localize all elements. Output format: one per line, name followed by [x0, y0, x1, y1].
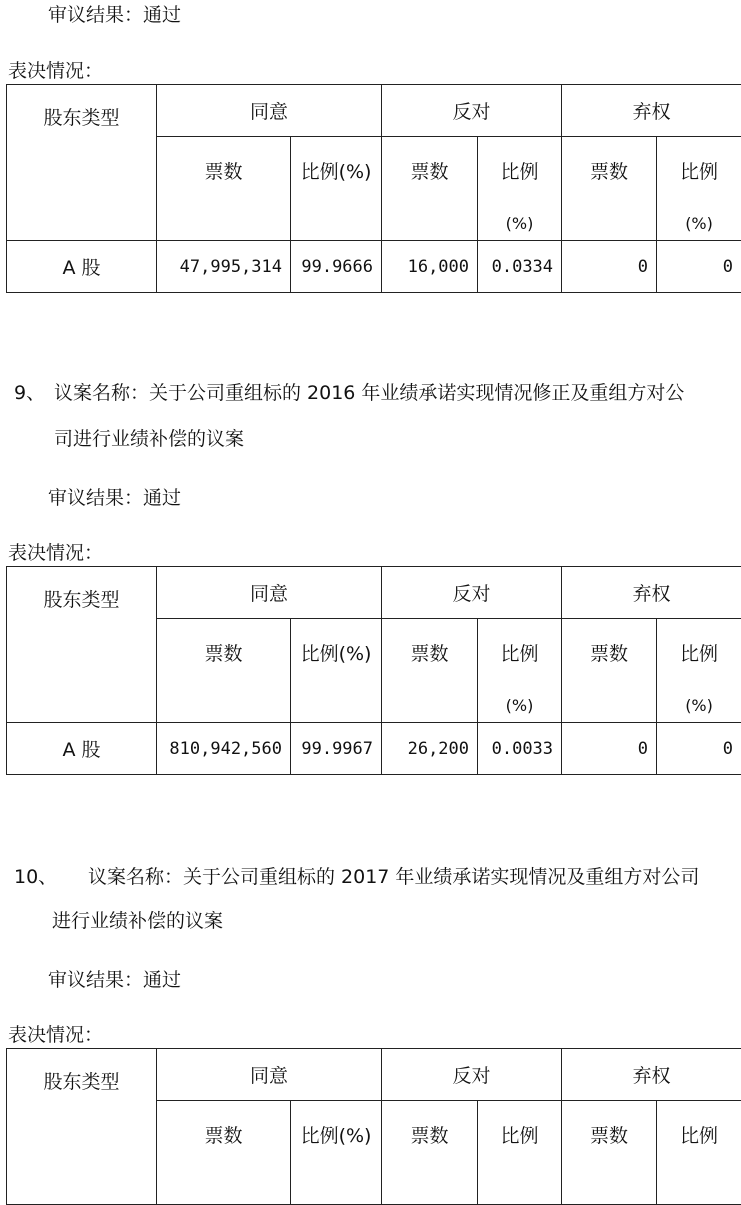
- item-number: 10、: [14, 864, 57, 890]
- header-votes: 票数: [157, 1101, 291, 1205]
- cell-type: A 股: [7, 723, 157, 775]
- header-shareholder-type: 股东类型: [7, 1049, 157, 1205]
- header-votes: 票数: [562, 137, 657, 241]
- cell-oppose-votes: 16,000: [382, 241, 478, 293]
- cell-agree-votes: 810,942,560: [157, 723, 291, 775]
- header-abstain: 弃权: [562, 1049, 741, 1101]
- cell-abstain-ratio: 0: [657, 241, 741, 293]
- header-ratio: 比例(%): [291, 1101, 382, 1205]
- header-votes: 票数: [382, 137, 478, 241]
- voting-label: 表决情况：: [8, 540, 103, 566]
- header-ratio: 比例 (%): [478, 137, 562, 241]
- header-ratio: 比例(%): [291, 137, 382, 241]
- header-votes: 票数: [562, 1101, 657, 1205]
- header-votes: 票数: [157, 137, 291, 241]
- header-ratio: 比例(%): [291, 619, 382, 723]
- header-abstain: 弃权: [562, 85, 741, 137]
- header-ratio: 比例: [657, 1101, 741, 1205]
- cell-type: A 股: [7, 241, 157, 293]
- header-oppose: 反对: [382, 1049, 562, 1101]
- header-agree: 同意: [157, 567, 382, 619]
- header-abstain: 弃权: [562, 567, 741, 619]
- cell-oppose-ratio: 0.0033: [478, 723, 562, 775]
- item-title-cont: 司进行业绩补偿的议案: [54, 426, 244, 452]
- header-votes: 票数: [382, 1101, 478, 1205]
- header-oppose: 反对: [382, 85, 562, 137]
- header-agree: 同意: [157, 1049, 382, 1101]
- cell-abstain-votes: 0: [562, 241, 657, 293]
- result-text: 审议结果：通过: [48, 2, 181, 28]
- cell-agree-ratio: 99.9666: [291, 241, 382, 293]
- result-text: 审议结果：通过: [48, 967, 181, 993]
- header-votes: 票数: [382, 619, 478, 723]
- header-ratio: 比例 (%): [478, 619, 562, 723]
- header-shareholder-type: 股东类型: [7, 85, 157, 241]
- item-title: 议案名称：关于公司重组标的 2016 年业绩承诺实现情况修正及重组方对公: [54, 380, 684, 406]
- cell-abstain-ratio: 0: [657, 723, 741, 775]
- cell-agree-votes: 47,995,314: [157, 241, 291, 293]
- header-votes: 票数: [157, 619, 291, 723]
- cell-abstain-votes: 0: [562, 723, 657, 775]
- header-votes: 票数: [562, 619, 657, 723]
- vote-table: [6, 566, 741, 775]
- cell-oppose-ratio: 0.0334: [478, 241, 562, 293]
- header-shareholder-type: 股东类型: [7, 567, 157, 723]
- voting-label: 表决情况：: [8, 58, 103, 84]
- item-title: 议案名称：关于公司重组标的 2017 年业绩承诺实现情况及重组方对公司: [88, 864, 699, 890]
- table-row: [7, 241, 741, 293]
- header-agree: 同意: [157, 85, 382, 137]
- voting-label: 表决情况：: [8, 1022, 103, 1048]
- item-number: 9、: [14, 380, 45, 406]
- item-title-cont: 进行业绩补偿的议案: [52, 908, 223, 934]
- header-ratio: 比例 (%): [657, 619, 741, 723]
- vote-table: [6, 84, 741, 293]
- header-oppose: 反对: [382, 567, 562, 619]
- cell-oppose-votes: 26,200: [382, 723, 478, 775]
- header-ratio: 比例 (%): [657, 137, 741, 241]
- cell-agree-ratio: 99.9967: [291, 723, 382, 775]
- result-text: 审议结果：通过: [48, 485, 181, 511]
- vote-table: [6, 1048, 741, 1205]
- table-row: [7, 723, 741, 775]
- header-ratio: 比例: [478, 1101, 562, 1205]
